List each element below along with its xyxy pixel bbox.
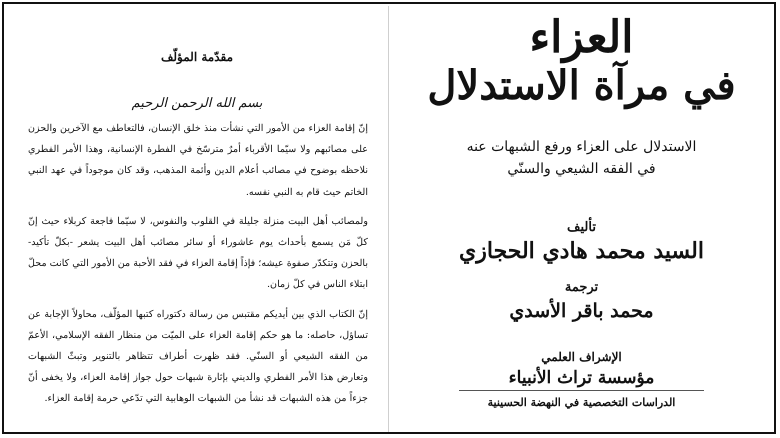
supervision-label: الإشراف العلمي [541, 350, 622, 364]
title-page [389, 6, 774, 432]
translator-name: محمد باقر الأسدي [509, 300, 654, 322]
book-title: العزاء [529, 12, 634, 63]
institute-name: مؤسسة تراث الأنبياء [508, 368, 655, 388]
left-page [6, 6, 389, 432]
subtitle-line-1: الاستدلال على العزاء ورفع الشبهات عنه [466, 139, 697, 155]
body-text [28, 118, 368, 418]
basmala: بسم الله الرحمن الرحيم [131, 96, 263, 111]
book-title-line2: في مرآة الاستدلال [427, 62, 736, 109]
paragraph-2: ولمصائب أهل البيت منزلة جليلة في القلوب والنفوس، لا سيّما فاجعة كربلاء حيث إنّ كلّ مَن يسمع بأحداث يوم عاشوراء أو سائر مصائب أهل البيت يشعر -بكلّ تأكيد- بالحزن وتتكدّر صفوة عيشه؛ فإذاً إقامة العزاء في فقد الأحبة من الأمور التي كانت محلّ ابتلاء الناس في كلّ زمان. [28, 215, 368, 291]
paragraph-1: إنّ إقامة العزاء من الأمور التي نشأت منذ خلق الإنسان، فالتعاطف مع الآخرين والحزن على مصائبهم ولا سيّما الأقرباء أمرٌ مترسّخ في الفطرة الإنسانية، وهذا الأمر الفطري نلاحظه بوضوح في مصائب أعلام الدين وأئمة المذهب، وقد كان موجوداً في عهد النبي الخاتم حيث قام به النبي نفسه. [28, 123, 368, 198]
book-subtitle [409, 136, 754, 180]
author-label: تأليف [567, 220, 596, 235]
department-name: الدراسات التخصصية في النهضة الحسينية [487, 396, 676, 409]
page-heading: مقدّمة المؤلّف [160, 50, 234, 64]
translator-label: ترجمة [564, 280, 599, 295]
subtitle-line-2: في الفقه الشيعي والسنّي [507, 161, 656, 177]
ornament-divider [459, 390, 704, 391]
paragraph-3: إنّ الكتاب الذي بين أيديكم مقتبس من رسالة دكتوراه كتبها المؤلّف، محاولاً الإجابة عن تساؤل، حاصله: ما هو حكم إقامة العزاء على الميّت من منظار الفقه الإسلامي، الأعمّ من الفقه الشيعي أو السنّي. فقد ظهرت أطراف تتظاهر بالتنوير وتبثّ الشبهات وتعارض هذا الأمر الفطري والديني بإثارة شبهات حول جواز إقامة العزاء، ولا يخفى أنّ جزءاً من هذه الشبهات قد نشأ من الشبهات الوهابية التي تدّعي حرمة إقامة العزاء. [28, 308, 368, 405]
author-name: السيد محمد هادي الحجازي [459, 238, 704, 264]
